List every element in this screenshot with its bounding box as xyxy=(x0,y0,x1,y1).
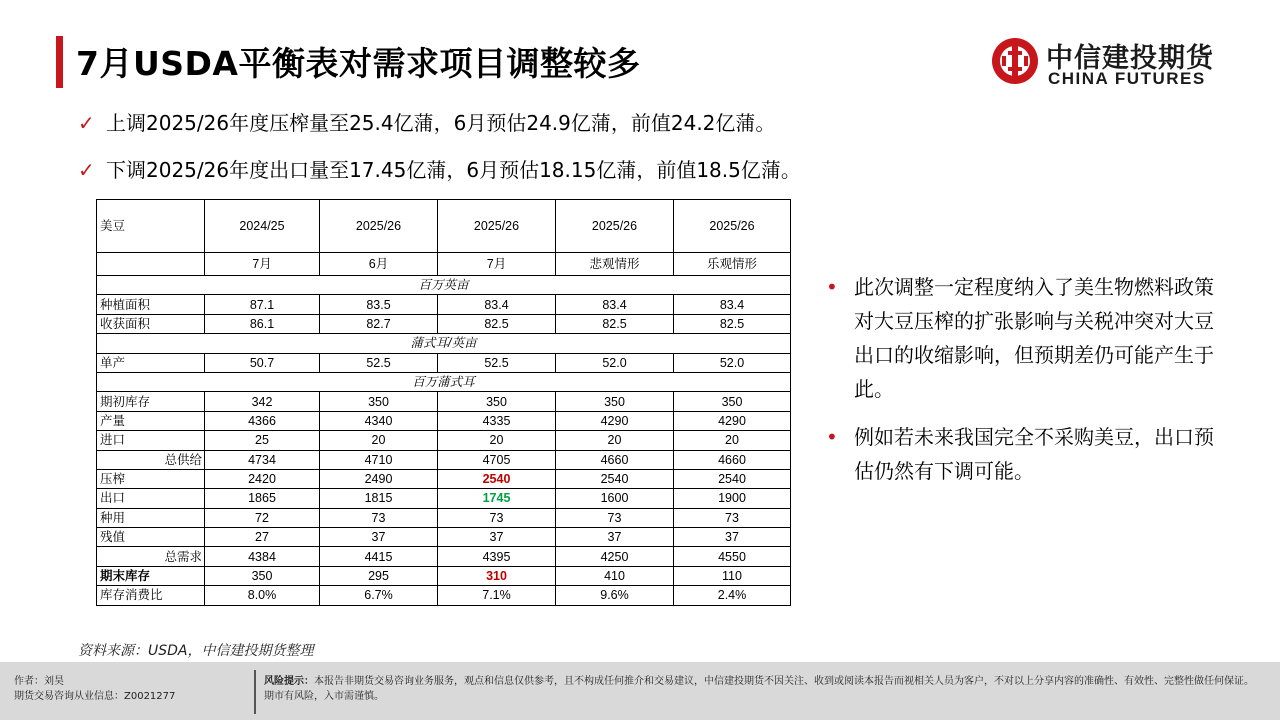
table-cell: 350 xyxy=(438,392,556,411)
table-cell: 6.7% xyxy=(320,586,438,605)
unit-row xyxy=(97,372,791,391)
table-cell: 350 xyxy=(320,392,438,411)
table-cell: 86.1 xyxy=(205,314,320,333)
row-label: 残值 xyxy=(97,528,205,547)
page-title: 7月USDA平衡表对需求项目调整较多 xyxy=(76,44,641,83)
table-row xyxy=(97,528,791,547)
table-cell: 9.6% xyxy=(556,586,674,605)
row-label: 产量 xyxy=(97,411,205,430)
check-item-text: 上调2025/26年度压榨量至25.4亿蒲，6月预估24.9亿蒲，前值24.2亿蒲。 xyxy=(106,111,776,135)
author-info xyxy=(14,674,175,704)
logo-en-text: CHINA FUTURES xyxy=(1048,69,1206,88)
highlight-cell: 1745 xyxy=(438,489,556,508)
table-cell: 82.5 xyxy=(556,314,674,333)
table-header-cell: 7月 xyxy=(438,253,556,276)
company-logo xyxy=(990,34,1230,94)
table-cell: 7.1% xyxy=(438,586,556,605)
table-row xyxy=(97,566,791,585)
table-header-cell: 2025/26 xyxy=(320,200,438,253)
bullet-text: 例如若未来我国完全不采购美豆，出口预估仍然有下调可能。 xyxy=(854,425,1214,483)
bullet-list xyxy=(822,270,1222,502)
table-cell: 20 xyxy=(674,431,791,450)
table-cell: 4335 xyxy=(438,411,556,430)
unit-row xyxy=(97,334,791,353)
table-row xyxy=(97,353,791,372)
table-cell: 20 xyxy=(320,431,438,450)
table-cell: 350 xyxy=(556,392,674,411)
table-row xyxy=(97,295,791,314)
check-item xyxy=(78,107,775,136)
table-cell: 4550 xyxy=(674,547,791,566)
table-cell: 4415 xyxy=(320,547,438,566)
author-name: 作者：刘昊 xyxy=(14,676,64,687)
table-row xyxy=(97,469,791,488)
table-row xyxy=(97,314,791,333)
table-header-cell xyxy=(97,253,205,276)
table-cell: 83.4 xyxy=(556,295,674,314)
table-cell: 83.4 xyxy=(674,295,791,314)
bullet-dot-icon: • xyxy=(826,425,838,449)
table-cell: 8.0% xyxy=(205,586,320,605)
title-accent-bar xyxy=(56,36,63,88)
table-cell: 1815 xyxy=(320,489,438,508)
table-row xyxy=(97,431,791,450)
table-row xyxy=(97,392,791,411)
risk-label: 风险提示： xyxy=(264,676,314,687)
table-cell: 50.7 xyxy=(205,353,320,372)
table-header-cell: 2024/25 xyxy=(205,200,320,253)
bullet-dot-icon: • xyxy=(826,275,838,299)
row-label: 单产 xyxy=(97,353,205,372)
table-cell: 342 xyxy=(205,392,320,411)
table-row xyxy=(97,411,791,430)
table-cell: 2490 xyxy=(320,469,438,488)
table-header-row xyxy=(97,200,791,253)
table-cell: 410 xyxy=(556,566,674,585)
table-cell: 4660 xyxy=(556,450,674,469)
table-cell: 2420 xyxy=(205,469,320,488)
table-cell: 37 xyxy=(674,528,791,547)
table-cell: 73 xyxy=(438,508,556,527)
table-header-cell: 悲观情形 xyxy=(556,253,674,276)
table-cell: 1900 xyxy=(674,489,791,508)
row-label: 期末库存 xyxy=(97,566,205,585)
bullet-item xyxy=(822,270,1222,406)
source-note: 资料来源：USDA，中信建投期货整理 xyxy=(78,643,314,659)
table-cell: 4290 xyxy=(556,411,674,430)
footer-divider xyxy=(254,670,256,714)
table-cell: 83.4 xyxy=(438,295,556,314)
table-cell: 4734 xyxy=(205,450,320,469)
table-header-cell: 美豆 xyxy=(97,200,205,253)
table-cell: 27 xyxy=(205,528,320,547)
table-cell: 20 xyxy=(556,431,674,450)
license-info: 期货交易咨询从业信息：Z0021277 xyxy=(14,691,176,702)
table-header-cell: 乐观情形 xyxy=(674,253,791,276)
table-cell: 4710 xyxy=(320,450,438,469)
table-header-cell: 2025/26 xyxy=(438,200,556,253)
checkmark-icon: ✓ xyxy=(78,158,95,182)
bullet-text: 此次调整一定程度纳入了美生物燃料政策对大豆压榨的扩张影响与关税冲突对大豆出口的收缩影响，但预期差仍可能产生于此。 xyxy=(854,275,1214,401)
bullet-item xyxy=(822,420,1222,488)
table-cell: 350 xyxy=(205,566,320,585)
table-header-cell: 7月 xyxy=(205,253,320,276)
table-cell: 73 xyxy=(320,508,438,527)
table-header-row xyxy=(97,253,791,276)
table-cell: 52.5 xyxy=(438,353,556,372)
table-row xyxy=(97,489,791,508)
table-cell: 4290 xyxy=(674,411,791,430)
table-cell: 72 xyxy=(205,508,320,527)
table-cell: 4340 xyxy=(320,411,438,430)
table-cell: 4705 xyxy=(438,450,556,469)
table-row xyxy=(97,586,791,605)
risk-text: 本报告非期货交易咨询业务服务，观点和信息仅供参考，且不构成任何推介和交易建议，中信建投期货不因关注、收到或阅读本报告而视相关人员为客户，不对以上分享内容的准确性、有效性、完整性做任何保证。期市有风险，入市需谨慎。 xyxy=(264,676,1254,702)
table-row xyxy=(97,547,791,566)
table-header-cell: 2025/26 xyxy=(674,200,791,253)
logo-cn-text: 中信建投期货 xyxy=(1046,43,1214,74)
checkmark-icon: ✓ xyxy=(78,111,95,135)
row-label: 库存消费比 xyxy=(97,586,205,605)
table-cell: 87.1 xyxy=(205,295,320,314)
table-cell: 110 xyxy=(674,566,791,585)
highlight-cell: 2540 xyxy=(438,469,556,488)
table-cell: 20 xyxy=(438,431,556,450)
table-cell: 83.5 xyxy=(320,295,438,314)
table-cell: 37 xyxy=(438,528,556,547)
table-row xyxy=(97,508,791,527)
table-cell: 73 xyxy=(556,508,674,527)
row-label: 种用 xyxy=(97,508,205,527)
table-row xyxy=(97,450,791,469)
table-cell: 37 xyxy=(556,528,674,547)
table-cell: 4384 xyxy=(205,547,320,566)
balance-sheet-table xyxy=(96,199,791,606)
table-cell: 37 xyxy=(320,528,438,547)
row-label: 收获面积 xyxy=(97,314,205,333)
table-cell: 2.4% xyxy=(674,586,791,605)
check-item-text: 下调2025/26年度出口量至17.45亿蒲，6月预估18.15亿蒲，前值18.5亿蒲。 xyxy=(106,158,801,182)
row-label: 期初库存 xyxy=(97,392,205,411)
table-header-cell: 6月 xyxy=(320,253,438,276)
table-cell: 52.0 xyxy=(674,353,791,372)
table-header-cell: 2025/26 xyxy=(556,200,674,253)
table-cell: 52.5 xyxy=(320,353,438,372)
table-cell: 295 xyxy=(320,566,438,585)
table-cell: 4250 xyxy=(556,547,674,566)
table-cell: 82.7 xyxy=(320,314,438,333)
unit-label: 百万英亩 xyxy=(97,276,791,295)
unit-label: 百万蒲式耳 xyxy=(97,372,791,391)
table-cell: 2540 xyxy=(674,469,791,488)
table-cell: 4366 xyxy=(205,411,320,430)
highlight-cell: 310 xyxy=(438,566,556,585)
unit-row xyxy=(97,276,791,295)
check-item xyxy=(78,154,801,183)
table-cell: 4395 xyxy=(438,547,556,566)
risk-disclaimer xyxy=(264,674,1254,704)
table-cell: 1600 xyxy=(556,489,674,508)
table-cell: 1865 xyxy=(205,489,320,508)
footer xyxy=(0,662,1280,720)
table-cell: 350 xyxy=(674,392,791,411)
row-label: 进口 xyxy=(97,431,205,450)
row-label: 出口 xyxy=(97,489,205,508)
table-cell: 25 xyxy=(205,431,320,450)
table-cell: 82.5 xyxy=(438,314,556,333)
row-label: 总供给 xyxy=(97,450,205,469)
row-label: 总需求 xyxy=(97,547,205,566)
table-cell: 82.5 xyxy=(674,314,791,333)
table-cell: 4660 xyxy=(674,450,791,469)
row-label: 压榨 xyxy=(97,469,205,488)
table-cell: 2540 xyxy=(556,469,674,488)
unit-label: 蒲式耳/英亩 xyxy=(97,334,791,353)
table-cell: 52.0 xyxy=(556,353,674,372)
table-cell: 73 xyxy=(674,508,791,527)
row-label: 种植面积 xyxy=(97,295,205,314)
citic-logo-icon xyxy=(990,36,1040,86)
